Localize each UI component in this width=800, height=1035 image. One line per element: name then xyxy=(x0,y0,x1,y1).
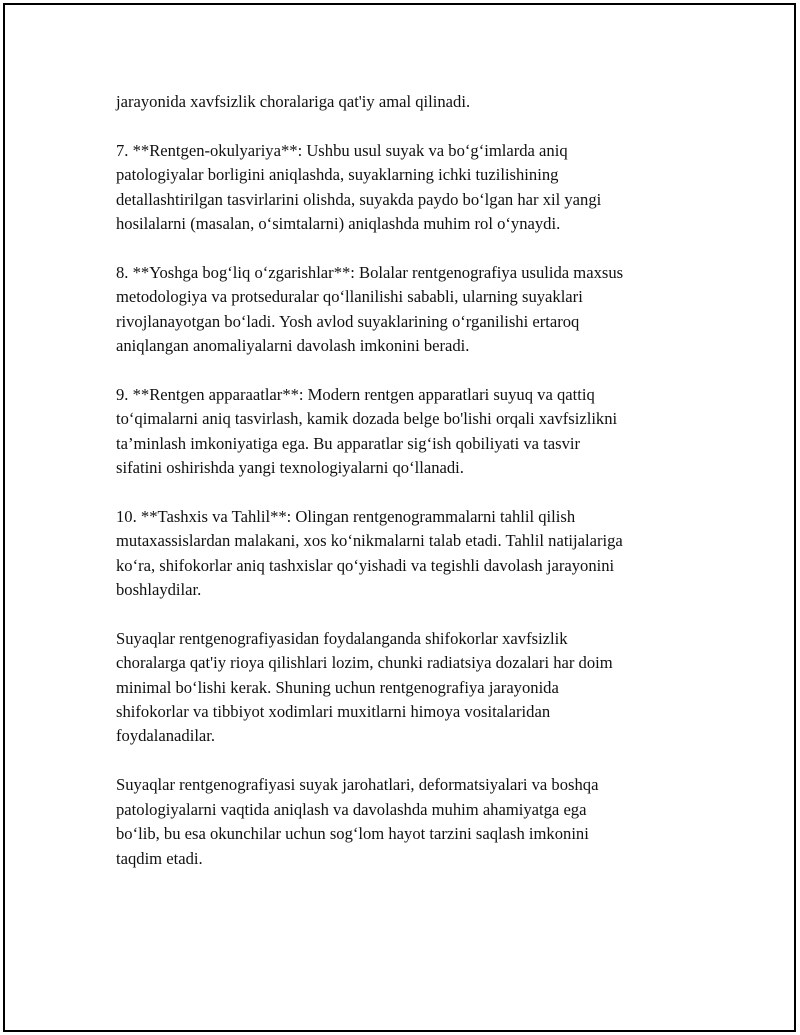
paragraph-item-7: 7. **Rentgen-okulyariya**: Ushbu usul suyak va bo‘g‘imlarda aniq patologiyalar borligini aniqlashda, suyaklarning ichki tuzilishining detallashtirilgan tasvirlarini olishda, suyakda paydo bo‘lgan har xil yangi hosilalarni (masalan, o‘simtalarni) aniqlashda muhim rol o‘ynaydi. xyxy=(116,140,602,234)
paragraph-continuation: jarayonida xavfsizlik choralariga qat'iy amal qilinadi. xyxy=(116,92,471,111)
paragraph-item-9: 9. **Rentgen apparaatlar**: Modern rentgen apparatlari suyuq va qattiq to‘qimalarni aniq tasvirlash, kamik dozada belge bo'lishi orqali xavfsizlikni ta’minlash imkoniyatiga ega. Bu apparatlar sig‘ish qobiliyati va tasvir sifatini oshirishda yangi texnologiyalarni qo‘llanadi. xyxy=(116,384,618,478)
paragraph-item-8: 8. **Yoshga bog‘liq o‘zgarishlar**: Bolalar rentgenografiya usulida maxsus metodologiya va protseduralar qo‘llanilishi sababli, ularning suyaklari rivojlanayotgan bo‘ladi. Yosh avlod suyaklarining o‘rganilishi ertaroq aniqlangan anomaliyalarni davolash imkonini beradi. xyxy=(116,262,624,356)
paragraph-item-10: 10. **Tashxis va Tahlil**: Olingan rentgenogrammalarni tahlil qilish mutaxassislardan malakani, xos ko‘nikmalarni talab etadi. Tahlil natijalariga ko‘ra, shifokorlar aniq tashxislar qo‘yishadi va tegishli davolash jarayonini boshlaydilar. xyxy=(116,506,623,600)
document-body xyxy=(116,90,696,895)
paragraph-conclusion: Suyaqlar rentgenografiyasi suyak jarohatlari, deformatsiyalari va boshqa patologiyalarni vaqtida aniqlash va davolashda muhim ahamiyatga ega bo‘lib, bu esa okunchilar uchun sog‘lom hayot tarzini saqlash imkonini taqdim etadi. xyxy=(116,775,599,868)
paragraph-safety: Suyaqlar rentgenografiyasidan foydalanganda shifokorlar xavfsizlik choralarga qat'iy rioya qilishlari lozim, chunki radiatsiya dozalari har doim minimal bo‘lishi kerak. Shuning uchun rentgenografiya jarayonida shifokorlar va tibbiyot xodimlari muxitlarni himoya vositalaridan foydalanadilar. xyxy=(116,628,613,746)
